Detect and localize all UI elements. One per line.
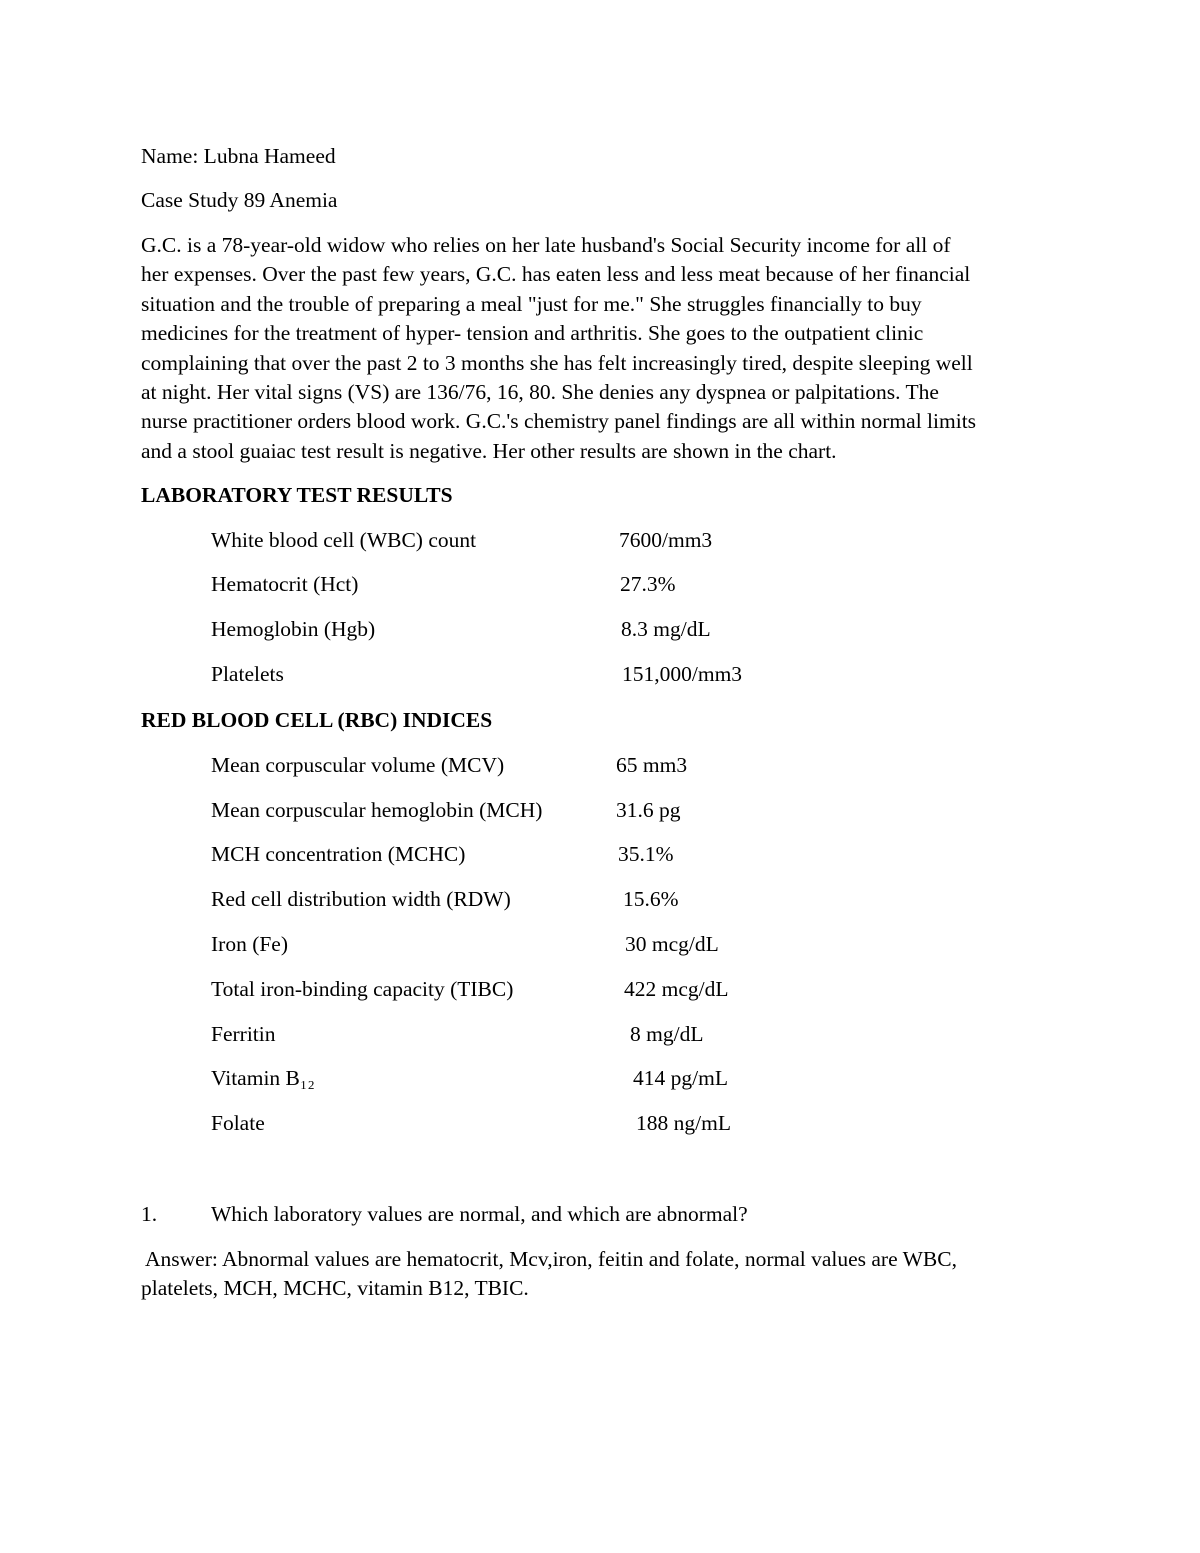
- rbc-value: 422 mcg/dL: [624, 977, 729, 1001]
- rbc-value: 35.1%: [618, 842, 674, 866]
- lab-value: 7600/mm3: [619, 528, 713, 552]
- rbc-label: Mean corpuscular volume (MCV): [211, 753, 505, 777]
- case-line: her expenses. Over the past few years, G.C. has eaten less and less meat because of her financial: [141, 262, 971, 287]
- case-line: complaining that over the past 2 to 3 months she has felt increasingly tired, despite sleeping well: [141, 350, 973, 375]
- rbc-value: 15.6%: [623, 887, 679, 911]
- rbc-row-ferritin: [211, 1020, 831, 1049]
- student-name: Name: Lubna Hameed: [141, 144, 336, 168]
- rbc-row-mchc: [211, 840, 831, 869]
- lab-row-hgb: [211, 615, 831, 644]
- rbc-row-rdw: [211, 885, 831, 914]
- lab-row-hct: [211, 570, 831, 599]
- rbc-label: Red cell distribution width (RDW): [211, 887, 511, 911]
- case-line: at night. Her vital signs (VS) are 136/76, 16, 80. She denies any dyspnea or palpitations. The: [141, 380, 939, 405]
- answer-block: [141, 1245, 1071, 1304]
- lab-value: 27.3%: [620, 572, 676, 596]
- case-line: situation and the trouble of preparing a meal "just for me." She struggles financially to buy: [141, 291, 922, 316]
- rbc-value: 188 ng/mL: [636, 1111, 731, 1135]
- case-line: nurse practitioner orders blood work. G.C.'s chemistry panel findings are all within normal limits: [141, 409, 977, 434]
- answer-line: platelets, MCH, MCHC, vitamin B12, TBIC.: [141, 1276, 529, 1301]
- lab-row-wbc: [211, 526, 831, 555]
- lab-label: Hematocrit (Hct): [211, 572, 359, 596]
- rbc-row-mch: [211, 796, 831, 825]
- rbc-value: 65 mm3: [616, 753, 688, 777]
- lab-row-platelets: [211, 660, 831, 689]
- question-text: Which laboratory values are normal, and which are abnormal?: [211, 1202, 748, 1226]
- rbc-label: Iron (Fe): [211, 932, 289, 956]
- case-title: Case Study 89 Anemia: [141, 188, 338, 212]
- lab-label: Platelets: [211, 662, 284, 686]
- rbc-row-iron: [211, 930, 831, 959]
- rbc-indices-heading: RED BLOOD CELL (RBC) INDICES: [141, 708, 493, 732]
- question-number: 1.: [141, 1202, 158, 1226]
- lab-results-heading: LABORATORY TEST RESULTS: [141, 483, 453, 507]
- lab-label: Hemoglobin (Hgb): [211, 617, 376, 641]
- rbc-row-tibc: [211, 975, 831, 1004]
- rbc-label: Total iron-binding capacity (TIBC): [211, 977, 514, 1001]
- rbc-row-mcv: [211, 751, 831, 780]
- rbc-label: Folate: [211, 1111, 265, 1135]
- rbc-row-folate: [211, 1109, 831, 1138]
- rbc-label: MCH concentration (MCHC): [211, 842, 466, 866]
- case-line: medicines for the treatment of hyper- tension and arthritis. She goes to the outpatient clinic: [141, 321, 924, 346]
- case-line: and a stool guaiac test result is negative. Her other results are shown in the chart.: [141, 438, 837, 463]
- rbc-label: Mean corpuscular hemoglobin (MCH): [211, 798, 543, 822]
- rbc-label: Vitamin B₁₂: [211, 1066, 315, 1090]
- answer-line: Answer: Abnormal values are hematocrit, Mcv,iron, feitin and folate, normal values are WBC,: [145, 1247, 957, 1271]
- lab-value: 8.3 mg/dL: [621, 617, 711, 641]
- lab-value: 151,000/mm3: [622, 662, 743, 686]
- rbc-value: 414 pg/mL: [633, 1066, 728, 1090]
- rbc-value: 30 mcg/dL: [625, 932, 719, 956]
- case-description: [141, 231, 1071, 466]
- rbc-value: 8 mg/dL: [630, 1022, 704, 1046]
- rbc-label: Ferritin: [211, 1022, 276, 1046]
- case-line: G.C. is a 78-year-old widow who relies on her late husband's Social Security income for all of: [141, 233, 951, 257]
- rbc-row-vitamin-b12: [211, 1064, 831, 1093]
- rbc-value: 31.6 pg: [616, 798, 681, 822]
- lab-label: White blood cell (WBC) count: [211, 528, 477, 552]
